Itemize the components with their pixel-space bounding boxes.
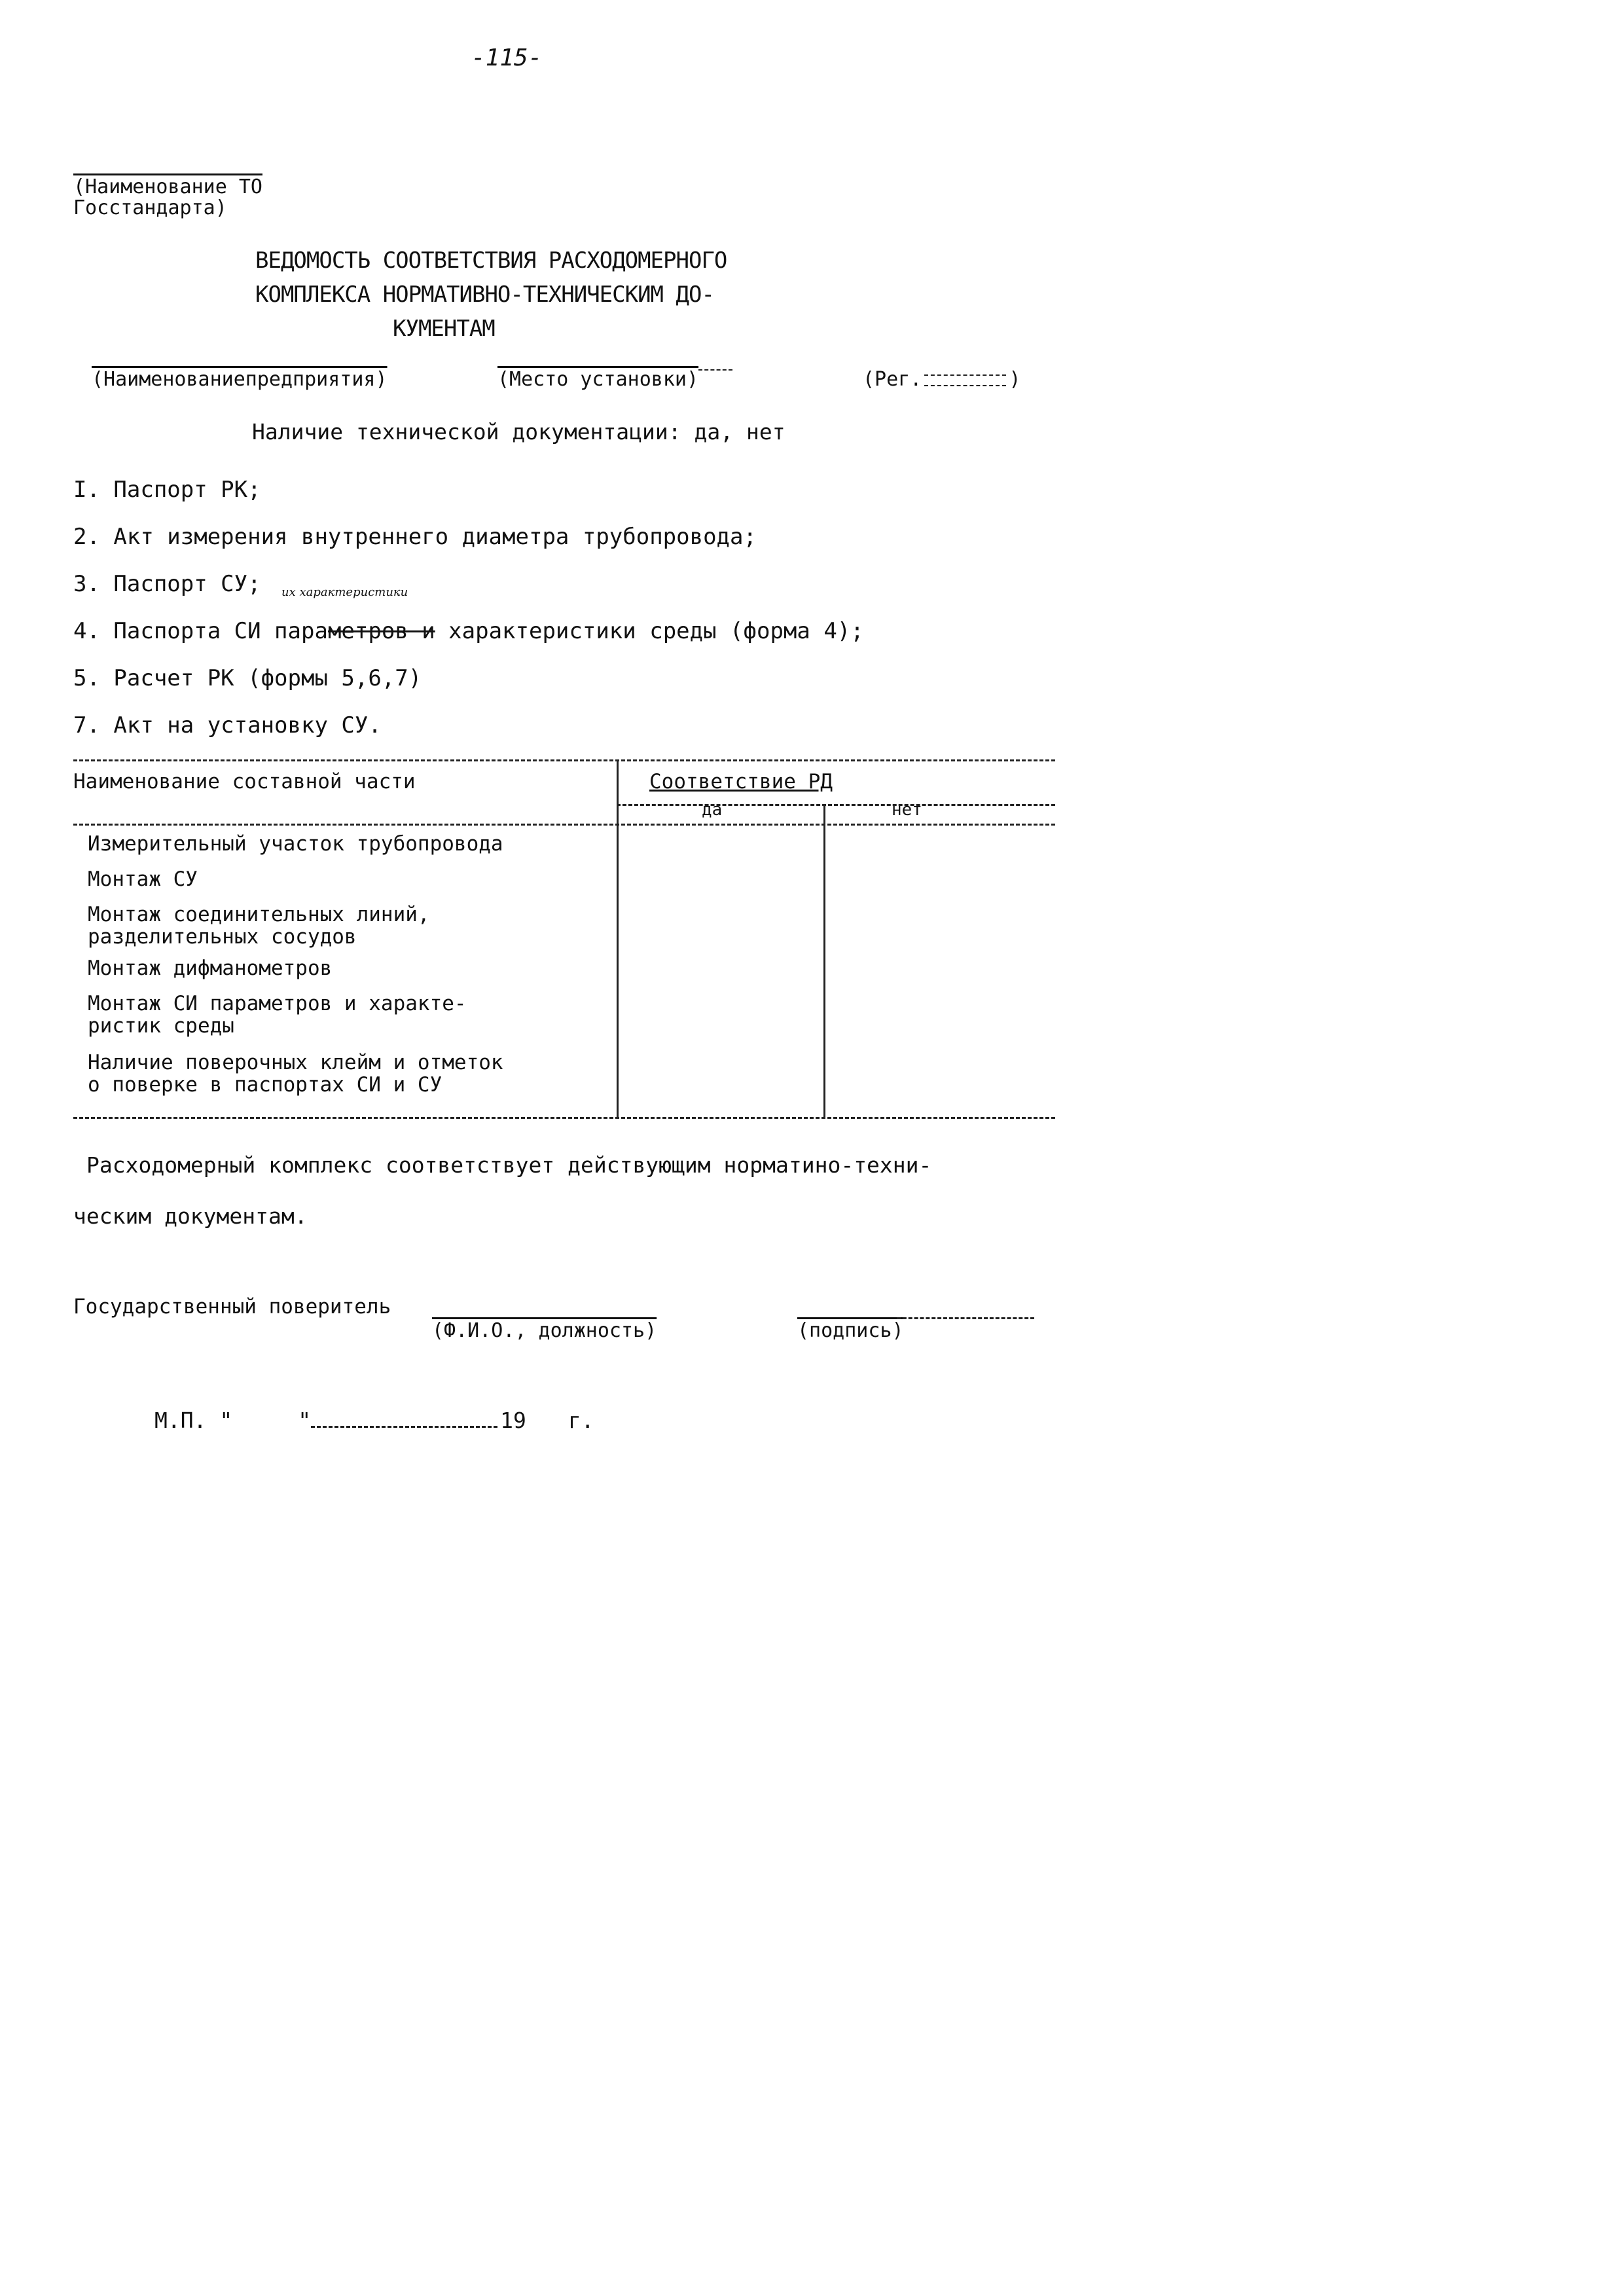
- table-bottom-rule: [73, 1117, 1055, 1119]
- title-line-1: ВЕДОМОСТЬ СООТВЕТСТВИЯ РАСХОДОМЕРНОГО: [255, 247, 727, 274]
- conclusion-line-1: Расходомерный комплекс соответствует действующим норматино-техни-: [86, 1152, 932, 1178]
- doc4-struck: метров и: [327, 618, 435, 644]
- enterprise-caption: (Наименованиепредприятия): [92, 368, 388, 391]
- org-name-caption: [73, 177, 262, 219]
- stamp-date-line: [154, 1408, 594, 1433]
- components-table: [73, 759, 1055, 1127]
- row-6-line-1: Наличие поверочных клейм и отметок: [88, 1051, 503, 1074]
- title-line-2: КОМПЛЕКСА НОРМАТИВНО-ТЕХНИЧЕСКИМ ДО-: [255, 282, 714, 308]
- table-row: [88, 957, 332, 979]
- signature-label: Государственный поверитель: [73, 1295, 391, 1319]
- doc4-prefix: 4. Паспорта СИ пара: [73, 618, 328, 644]
- reg-open: (Рег.: [863, 368, 922, 391]
- row-3-line-1: Монтаж соединительных линий,: [88, 903, 430, 926]
- header-no: нет: [892, 800, 922, 820]
- reg-blank: [924, 374, 1006, 386]
- handwritten-note: их характеристики: [281, 585, 408, 599]
- reg-close: ): [1009, 368, 1021, 391]
- stamp-mp: М.П. ": [154, 1408, 233, 1433]
- row-2-line-1: Монтаж СУ: [88, 867, 198, 891]
- doc-item-7: 7. Акт на установку СУ.: [73, 712, 382, 738]
- org-line-1: (Наименование ТО: [73, 175, 262, 198]
- documents-list: [73, 466, 864, 749]
- location-dash: [698, 369, 732, 371]
- doc-item-4: [73, 608, 864, 655]
- stamp-quote: ": [298, 1408, 312, 1433]
- reg-field: [863, 368, 1020, 391]
- row-4-line-1: Монтаж дифманометров: [88, 957, 333, 980]
- doc-item-2: 2. Акт измерения внутреннего диаметра трубопровода;: [73, 524, 757, 550]
- table-row: [88, 903, 430, 948]
- table-row: [88, 993, 467, 1037]
- doc-item-1: I. Паспорт РК;: [73, 477, 261, 503]
- row-1-line-1: Измерительный участок трубопровода: [88, 832, 503, 856]
- location-caption: [497, 368, 732, 391]
- page-number: -115-: [471, 45, 543, 71]
- header-conformity: Соответствие РД: [649, 770, 833, 793]
- table-row: [88, 1051, 503, 1096]
- row-5-line-2: ристик среды: [88, 1014, 234, 1038]
- fio-caption: (Ф.И.О., должность): [432, 1319, 657, 1342]
- doc4-suffix: характеристики среды (форма 4);: [435, 618, 864, 644]
- doc-item-5: 5. Расчет РК (формы 5,6,7): [73, 665, 422, 691]
- conclusion-line-2: ческим документам.: [73, 1203, 308, 1229]
- table-top-rule: [73, 759, 1055, 761]
- stamp-g: г.: [568, 1408, 594, 1433]
- doc-item-3: 3. Паспорт СУ;: [73, 571, 261, 597]
- header-yes: да: [702, 800, 723, 820]
- sign-caption: (подпись): [797, 1319, 904, 1342]
- date-blank: [311, 1409, 497, 1428]
- table-col-divider-1: [617, 759, 619, 1117]
- table-row: [88, 868, 198, 890]
- table-header-rule: [73, 824, 1055, 826]
- table-row: [88, 833, 503, 855]
- row-5-line-1: Монтаж СИ параметров и характе-: [88, 992, 467, 1015]
- availability-heading: Наличие технической документации: да, нет: [252, 419, 785, 445]
- signature-line: [897, 1317, 1034, 1319]
- stamp-year: 19: [500, 1408, 526, 1433]
- row-3-line-2: разделительных сосудов: [88, 925, 357, 949]
- location-text: (Место установки): [497, 368, 699, 391]
- table-subheader-rule: [617, 804, 1055, 806]
- table-col-divider-2: [823, 804, 825, 1117]
- row-6-line-2: о поверке в паспортах СИ и СУ: [88, 1073, 442, 1097]
- org-line-2: Госстандарта): [73, 196, 227, 219]
- title-line-3: КУМЕНТАМ: [393, 316, 495, 342]
- header-component-name: Наименование составной части: [73, 770, 416, 793]
- document-title: [255, 244, 727, 346]
